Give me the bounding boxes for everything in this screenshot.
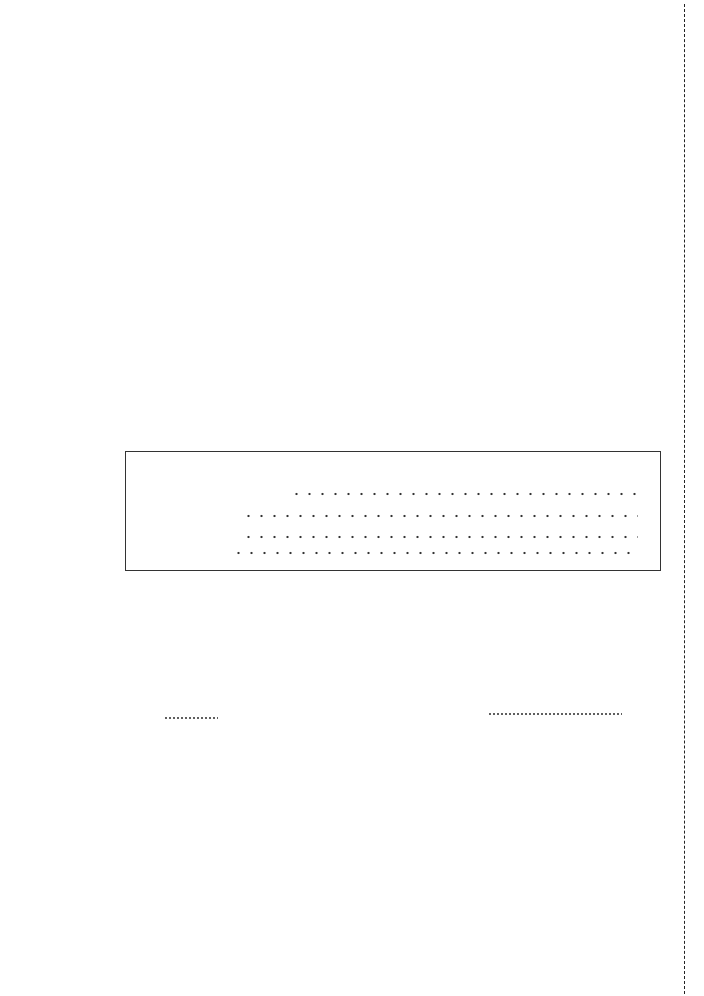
date-field[interactable] (164, 716, 218, 722)
orderer-form (125, 451, 661, 571)
cut-line (684, 4, 685, 994)
address-field-line-1[interactable] (242, 511, 638, 521)
nip-field[interactable] (232, 548, 638, 558)
address-field-line-2[interactable] (242, 532, 638, 542)
signature-field[interactable] (488, 712, 622, 718)
name-field[interactable] (290, 489, 638, 499)
book-list (118, 44, 678, 52)
